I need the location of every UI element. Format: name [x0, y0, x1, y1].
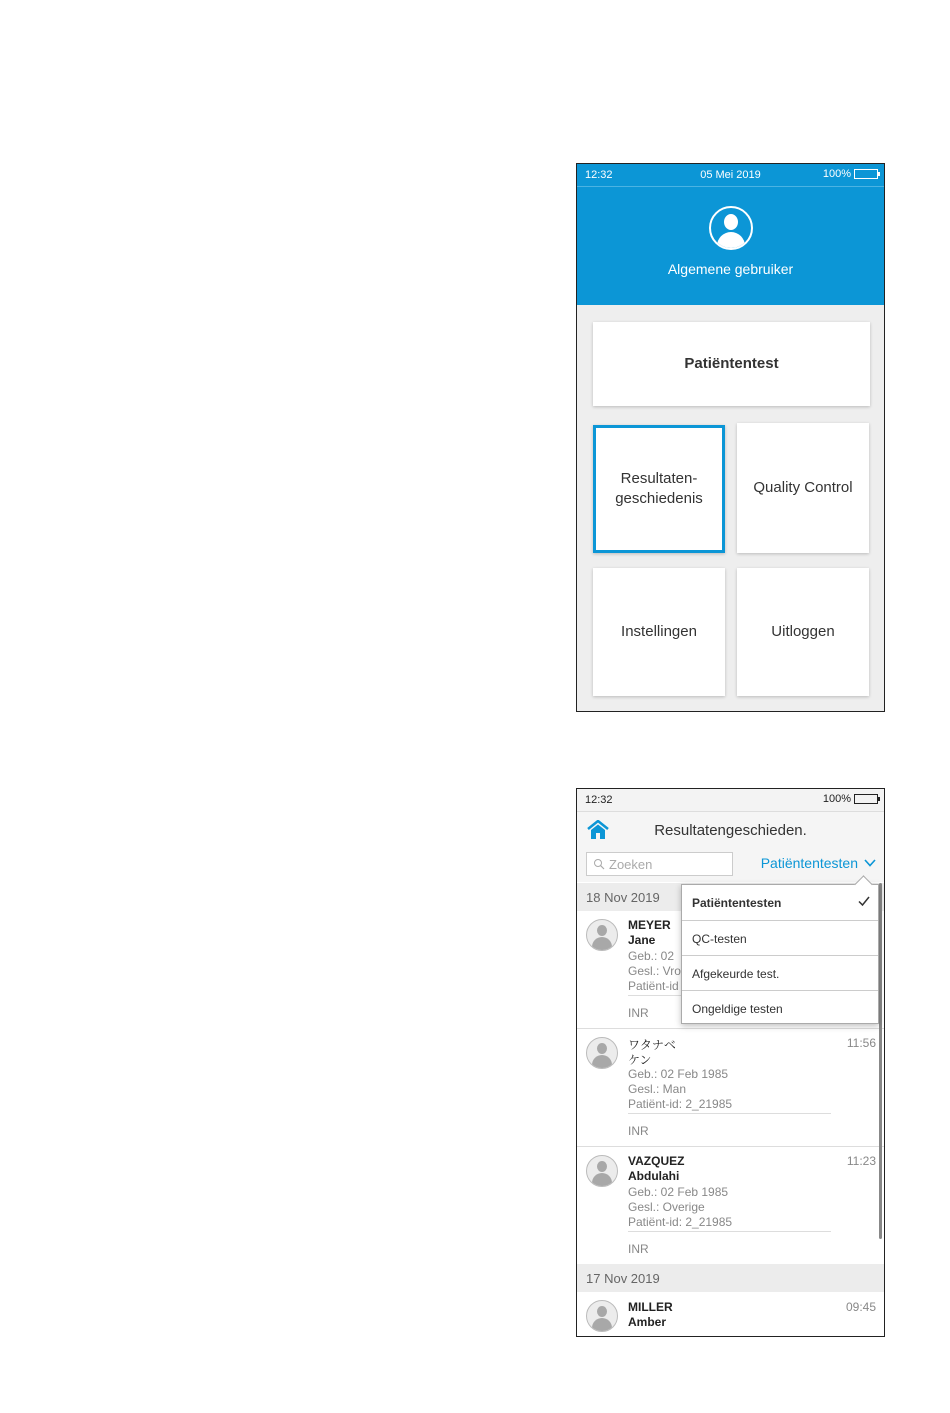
day-header	[577, 1264, 884, 1292]
test-type: INR	[628, 1006, 649, 1020]
patient-first-name: Abdulahi	[628, 1169, 680, 1183]
entry-divider	[628, 1231, 831, 1232]
patient-avatar-icon	[586, 919, 618, 951]
patient-birth-date: Geb.: 02 Feb 1985	[628, 1067, 729, 1081]
screen-title: Resultatengeschieden.	[654, 822, 807, 839]
entry-divider	[628, 1113, 831, 1114]
patient-avatar-icon	[586, 1300, 618, 1332]
day-header-date: 18 Nov 2019	[586, 890, 660, 905]
patient-avatar-icon	[586, 1155, 618, 1187]
results-history-label: Resultaten- geschiedenis	[615, 470, 703, 507]
filter-option-rejected-tests[interactable]: Afgekeurde test.	[682, 955, 878, 990]
battery-status	[823, 793, 878, 805]
patient-avatar-icon	[586, 1037, 618, 1069]
checkmark-icon	[858, 895, 870, 907]
patient-test-tile[interactable]	[593, 322, 870, 406]
day-header-date: 17 Nov 2019	[586, 1271, 660, 1286]
settings-label: Instellingen	[621, 623, 697, 640]
patient-last-name: MEYER	[628, 918, 671, 932]
filter-dropdown-menu	[681, 884, 879, 1024]
test-type: INR	[628, 1242, 649, 1256]
results-history-tile[interactable]	[593, 425, 725, 553]
status-time: 12:32	[585, 169, 613, 181]
status-time: 12:32	[585, 794, 613, 806]
search-field[interactable]	[586, 852, 733, 876]
user-avatar-icon	[709, 206, 753, 250]
search-icon	[593, 858, 605, 870]
patient-last-name: VAZQUEZ	[628, 1154, 685, 1168]
filter-option-invalid-tests[interactable]: Ongeldige testen	[682, 990, 878, 1025]
home-screen	[576, 163, 885, 712]
patient-first-name: Jane	[628, 933, 656, 947]
result-list-item[interactable]	[577, 1292, 884, 1337]
battery-percent: 100%	[822, 793, 851, 805]
status-bar	[577, 164, 884, 187]
patient-first-name: Amber	[628, 1315, 667, 1329]
chevron-down-icon	[864, 859, 876, 867]
battery-icon	[854, 169, 878, 179]
filter-option-patient-tests[interactable]: Patiëntentesten	[682, 885, 878, 920]
status-bar	[577, 789, 884, 812]
patient-id: Patiënt-id: 2_21985	[628, 1215, 733, 1229]
patient-last-name: ワタナベ	[628, 1038, 676, 1052]
result-list-item[interactable]	[577, 1147, 884, 1265]
patient-id: Patiënt-id: 2_21985	[628, 1097, 733, 1111]
screen-header	[577, 812, 884, 848]
user-name: Algemene gebruiker	[667, 261, 794, 277]
patient-first-name: ケン	[628, 1053, 652, 1067]
patient-birth-date: Geb.: 02	[628, 949, 675, 963]
filter-option-qc-tests[interactable]: QC-testen	[682, 920, 878, 955]
battery-status	[823, 168, 878, 180]
results-history-screen	[576, 788, 885, 1337]
test-time: 11:56	[846, 1036, 876, 1050]
patient-sex: Gesl.: Vro	[628, 964, 681, 978]
settings-tile[interactable]	[593, 568, 725, 696]
logout-tile[interactable]	[737, 568, 869, 696]
battery-icon	[854, 794, 878, 804]
patient-birth-date: Geb.: 02 Feb 1985	[628, 1185, 729, 1199]
battery-percent: 100%	[822, 168, 851, 180]
home-header	[577, 164, 884, 305]
filter-dropdown-button[interactable]	[761, 855, 876, 871]
search-input[interactable]	[609, 855, 727, 873]
quality-control-tile[interactable]	[737, 423, 869, 553]
test-type: INR	[628, 1124, 649, 1138]
filter-selected-label: Patiëntentesten	[760, 855, 858, 871]
logout-label: Uitloggen	[771, 623, 835, 640]
patient-id: Patiënt-id	[628, 979, 679, 993]
quality-control-label: Quality Control	[753, 479, 853, 496]
result-list-item[interactable]	[577, 1029, 884, 1147]
search-filter-bar	[577, 848, 884, 882]
status-date: 05 Mei 2019	[700, 169, 761, 181]
test-time: 09:45	[845, 1300, 876, 1314]
patient-sex: Gesl.: Overige	[628, 1200, 705, 1214]
patient-last-name: MILLER	[628, 1300, 673, 1314]
test-time: 11:23	[846, 1154, 876, 1168]
patient-sex: Gesl.: Man	[628, 1082, 687, 1096]
patient-test-label: Patiëntentest	[684, 355, 779, 372]
scrollbar[interactable]	[879, 883, 882, 1239]
